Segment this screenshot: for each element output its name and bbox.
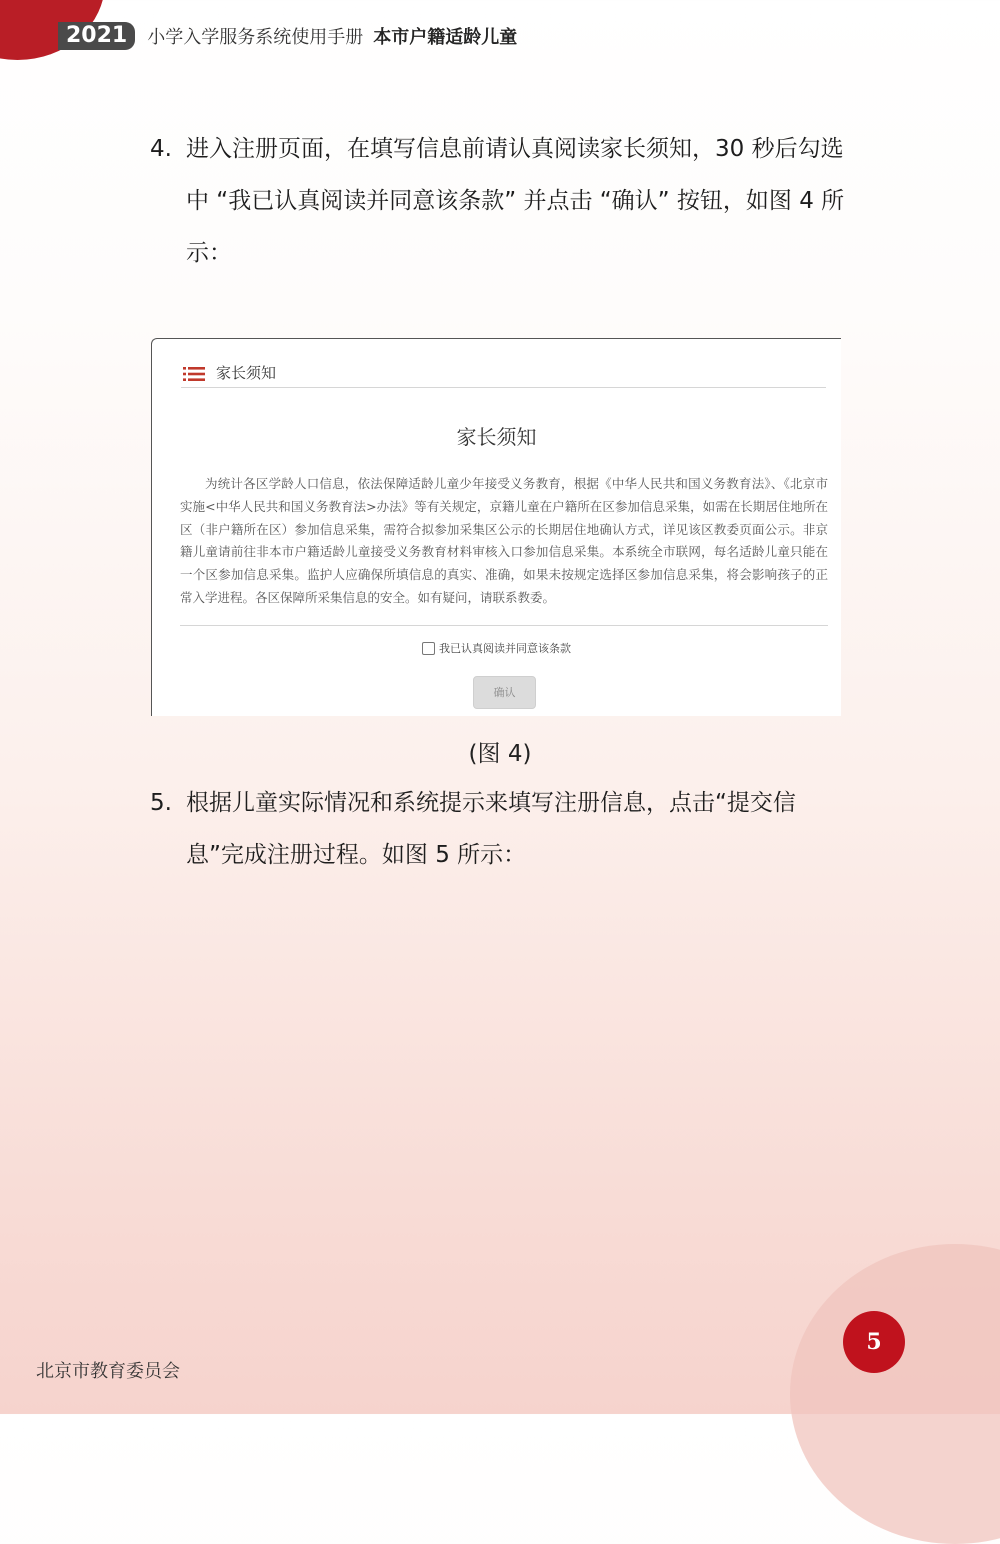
figure-caption: (图 4) — [468, 741, 532, 767]
agree-row — [152, 640, 841, 656]
step-5 — [150, 777, 850, 881]
page-header — [58, 22, 517, 50]
notice-paragraph: 为统计各区学龄人口信息，依法保障适龄儿童少年接受义务教育，根据《中华人民共和国义务教育法》、《北京市实施<中华人民共和国义务教育法>办法》等有关规定，京籍儿童在户籍所在区参加信息采集，如需在长期居住地所在区（非户籍所在区）参加信息采集，需符合拟参加采集区公示的长期居住地确认方式，详见该区教委页面公示。非京籍儿童请前往非本市户籍适龄儿童接受义务教育材料审核入口参加信息采集。本系统全市联网，每名适龄儿童只能在一个区参加信息采集。监护人应确保所填信息的真实、准确，如果未按规定选择区参加信息采集，将会影响孩子的正常入学进程。各区保障所采集信息的安全。如有疑问，请联系教委。 — [180, 476, 828, 605]
year-badge: 2021 — [58, 22, 135, 50]
page-number: 5 — [843, 1311, 905, 1373]
panel-header-label: 家长须知 — [216, 364, 277, 382]
step-number: 5. — [150, 790, 172, 816]
step-text: 根据儿童实际情况和系统提示来填写注册信息，点击“提交信息”完成注册过程。如图 5 所示： — [186, 790, 796, 868]
step-number: 4. — [150, 136, 172, 162]
figure-parent-notice-screenshot — [151, 338, 841, 716]
manual-subtitle: 本市户籍适龄儿童 — [373, 27, 518, 48]
list-icon — [183, 366, 205, 382]
step-text: 进入注册页面，在填写信息前请认真阅读家长须知，30 秒后勾选中 “我已认真阅读并同意该条款” 并点击 “确认” 按钮，如图 4 所示： — [186, 136, 845, 266]
corner-decoration-bottom-right — [790, 1244, 1000, 1544]
panel-header — [181, 361, 826, 388]
footer-organization: 北京市教育委员会 — [36, 1361, 180, 1382]
manual-title: 小学入学服务系统使用手册 — [147, 27, 364, 48]
step-4 — [150, 123, 850, 279]
notice-body — [180, 473, 828, 610]
agree-checkbox[interactable] — [422, 642, 435, 655]
confirm-button[interactable]: 确认 — [473, 676, 536, 709]
divider — [180, 625, 828, 626]
agree-label: 我已认真阅读并同意该条款 — [439, 642, 571, 655]
notice-title: 家长须知 — [456, 425, 537, 449]
